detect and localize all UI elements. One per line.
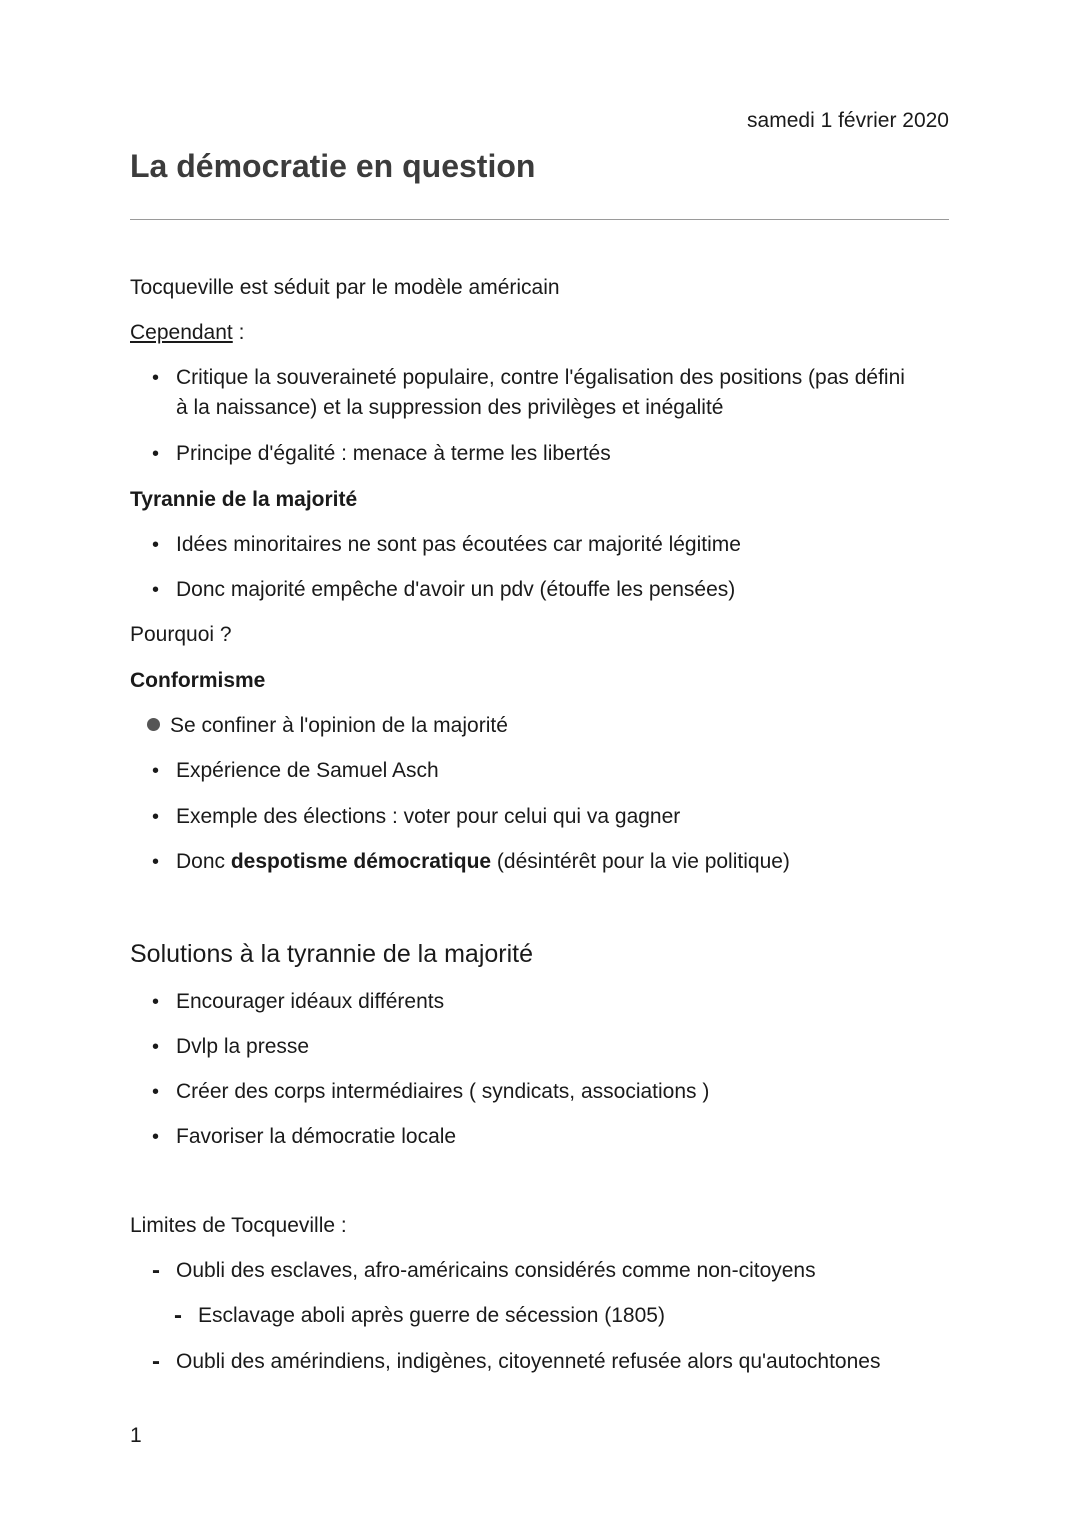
dash-bullet-icon: - xyxy=(152,1257,160,1284)
page-number: 1 xyxy=(130,1424,142,1447)
list-item: Dvlp la presse xyxy=(176,1035,310,1058)
section-heading-limites: Limites de Tocqueville : xyxy=(130,1214,347,1237)
bullet-icon: • xyxy=(152,1081,160,1103)
list-item: Expérience de Samuel Asch xyxy=(176,759,439,782)
dash-bullet-icon: - xyxy=(174,1302,182,1329)
list-item: Critique la souveraineté populaire, contre l'égalisation des positions (pas défini xyxy=(176,366,905,389)
section-heading-tyrannie: Tyrannie de la majorité xyxy=(130,488,358,511)
bullet-icon: • xyxy=(152,579,160,601)
bold-term: despotisme démocratique xyxy=(230,850,492,873)
text-segment: Donc xyxy=(176,850,231,873)
bullet-icon: • xyxy=(152,1036,160,1058)
list-item xyxy=(176,847,790,877)
bullet-icon: • xyxy=(152,991,160,1013)
bullet-icon: • xyxy=(152,534,160,556)
list-item: Idées minoritaires ne sont pas écoutées car majorité légitime xyxy=(176,533,741,556)
bullet-icon: • xyxy=(152,851,160,873)
bullet-icon: • xyxy=(152,806,160,828)
page-title: La démocratie en question xyxy=(130,148,536,184)
list-item: Exemple des élections : voter pour celui qui va gagner xyxy=(176,805,681,828)
pourquoi-line: Pourquoi ? xyxy=(130,623,232,646)
bullet-icon: • xyxy=(152,1126,160,1148)
list-item: Créer des corps intermédiaires ( syndicats, associations ) xyxy=(176,1080,710,1103)
list-item: Principe d'égalité : menace à terme les libertés xyxy=(176,442,611,465)
bullet-icon: • xyxy=(152,760,160,782)
intro-line: Tocqueville est séduit par le modèle américain xyxy=(130,276,560,299)
section-heading-conformisme: Conformisme xyxy=(130,669,266,692)
cependant-colon: : xyxy=(232,321,245,344)
list-item: Oubli des esclaves, afro-américains considérés comme non-citoyens xyxy=(176,1259,816,1282)
list-item-continuation: à la naissance) et la suppression des privilèges et inégalité xyxy=(176,396,724,419)
list-item: Se confiner à l'opinion de la majorité xyxy=(170,714,508,737)
text-segment: (désintérêt pour la vie politique) xyxy=(491,850,790,873)
list-item: Encourager idéaux différents xyxy=(176,990,445,1013)
document-date: samedi 1 février 2020 xyxy=(747,109,949,132)
dash-bullet-icon: - xyxy=(152,1348,160,1375)
title-divider xyxy=(130,219,949,220)
large-bullet-icon xyxy=(147,718,160,731)
bullet-icon: • xyxy=(152,443,160,465)
list-item: Donc majorité empêche d'avoir un pdv (étouffe les pensées) xyxy=(176,578,736,601)
list-item: Oubli des amérindiens, indigènes, citoyenneté refusée alors qu'autochtones xyxy=(176,1350,881,1373)
cependant-label xyxy=(130,318,244,348)
section-heading-solutions: Solutions à la tyrannie de la majorité xyxy=(130,940,534,968)
cependant-word: Cependant xyxy=(130,321,233,344)
bullet-icon: • xyxy=(152,367,160,389)
list-item: Favoriser la démocratie locale xyxy=(176,1125,457,1148)
nested-list-item: Esclavage aboli après guerre de sécession (1805) xyxy=(198,1304,665,1327)
